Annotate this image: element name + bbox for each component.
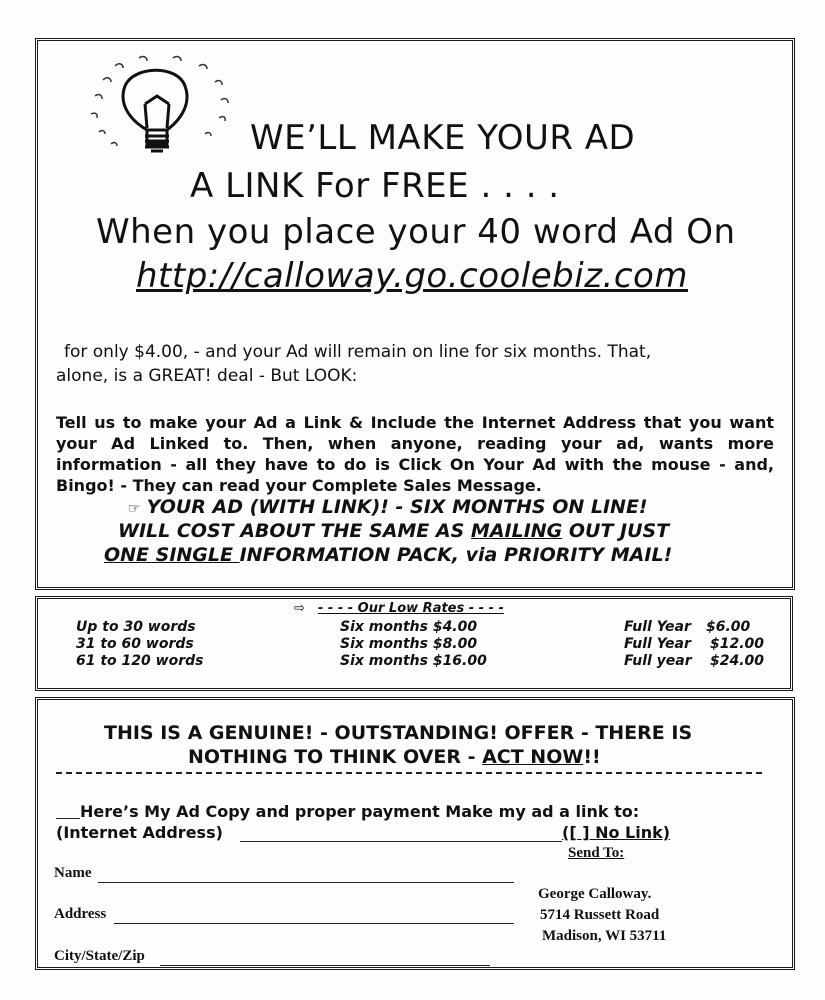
rate-row-3-full-year-price: $24.00 — [710, 653, 765, 669]
offer-line-2-a: NOTHING TO THINK OVER - — [188, 746, 483, 768]
no-link-checkbox[interactable]: ([ ] No Link) — [562, 823, 671, 842]
rates-title: - - - - Our Low Rates - - - - — [318, 601, 504, 616]
internet-address-label: (Internet Address) — [56, 823, 223, 842]
headline-line-1: WE’LL MAKE YOUR AD — [250, 118, 636, 158]
ad-copy-checkbox-line[interactable] — [56, 818, 80, 819]
rate-row-1-full-year-price: $6.00 — [706, 619, 751, 635]
name-label: Name — [54, 865, 92, 881]
arrow-right-icon: ⇨ — [294, 601, 305, 616]
address-name: George Calloway. — [538, 886, 652, 902]
rate-row-3-six-months: Six months $16.00 — [340, 653, 487, 669]
city-state-zip-field[interactable] — [160, 965, 490, 966]
cut-line-divider — [56, 772, 762, 774]
rate-row-2-full-year-label: Full Year — [624, 636, 691, 652]
intro-line-1: for only $4.00, - and your Ad will remain on line for six months. That, — [64, 342, 652, 362]
name-field[interactable] — [98, 882, 514, 883]
pitch-line-c-1: ONE SINGLE — [104, 544, 240, 566]
send-to-label: Send To: — [568, 845, 625, 861]
offer-line-1: THIS IS A GENUINE! - OUTSTANDING! OFFER - THERE IS — [104, 722, 693, 744]
address-city: Madison, WI 53711 — [542, 928, 667, 944]
address-street: 5714 Russett Road — [540, 907, 660, 923]
address-label: Address — [54, 906, 107, 922]
pitch-line-a — [128, 496, 648, 518]
internet-address-field[interactable] — [240, 841, 562, 842]
rate-row-2-six-months: Six months $8.00 — [340, 636, 478, 652]
pointing-hand-icon: ☞ — [128, 501, 141, 517]
intro-line-2: alone, is a GREAT! deal - But LOOK: — [56, 366, 358, 386]
rate-row-2-full-year-price: $12.00 — [710, 636, 765, 652]
offer-line-2-c: !! — [583, 746, 601, 768]
rate-row-2-words: 31 to 60 words — [76, 636, 194, 652]
rate-row-3-words: 61 to 120 words — [76, 653, 204, 669]
headline-line-2: A LINK For FREE . . . . — [190, 166, 560, 206]
headline-url-link[interactable]: http://calloway.go.coolebiz.com — [136, 256, 688, 296]
address-field[interactable] — [114, 923, 514, 924]
rate-row-3-full-year-label: Full year — [624, 653, 692, 669]
rate-row-1-six-months: Six months $4.00 — [340, 619, 478, 635]
pitch-line-b-2: MAILING — [470, 520, 563, 542]
lightbulb-icon — [75, 52, 250, 157]
pitch-paragraph: Tell us to make your Ad a Link & Include the Internet Address that you want your Ad Linked to. Then, when anyone, reading your ad, wants more information - all they have to do is Click On Your Ad with the mouse - and, Bingo! - They can read your Complete Sales Message. — [56, 413, 774, 495]
ad-copy-line: Here’s My Ad Copy and proper payment Make my ad a link to: — [80, 802, 640, 821]
rate-row-1-words: Up to 30 words — [76, 619, 196, 635]
pitch-line-b-1: WILL COST ABOUT THE SAME AS — [118, 520, 471, 542]
rate-row-1-full-year-label: Full Year — [624, 619, 691, 635]
city-state-zip-label: City/State/Zip — [54, 948, 145, 964]
offer-line-2 — [188, 746, 601, 768]
pitch-line-b-3: OUT JUST — [562, 520, 670, 542]
pitch-line-c — [104, 544, 672, 566]
act-now-text: ACT NOW — [482, 746, 584, 768]
headline-line-3: When you place your 40 word Ad On — [96, 212, 736, 252]
pitch-line-a-text: YOUR AD (WITH LINK)! - SIX MONTHS ON LINE! — [146, 496, 648, 518]
pitch-line-b — [118, 520, 669, 542]
pitch-line-c-2: INFORMATION PACK, via PRIORITY MAIL! — [239, 544, 673, 566]
